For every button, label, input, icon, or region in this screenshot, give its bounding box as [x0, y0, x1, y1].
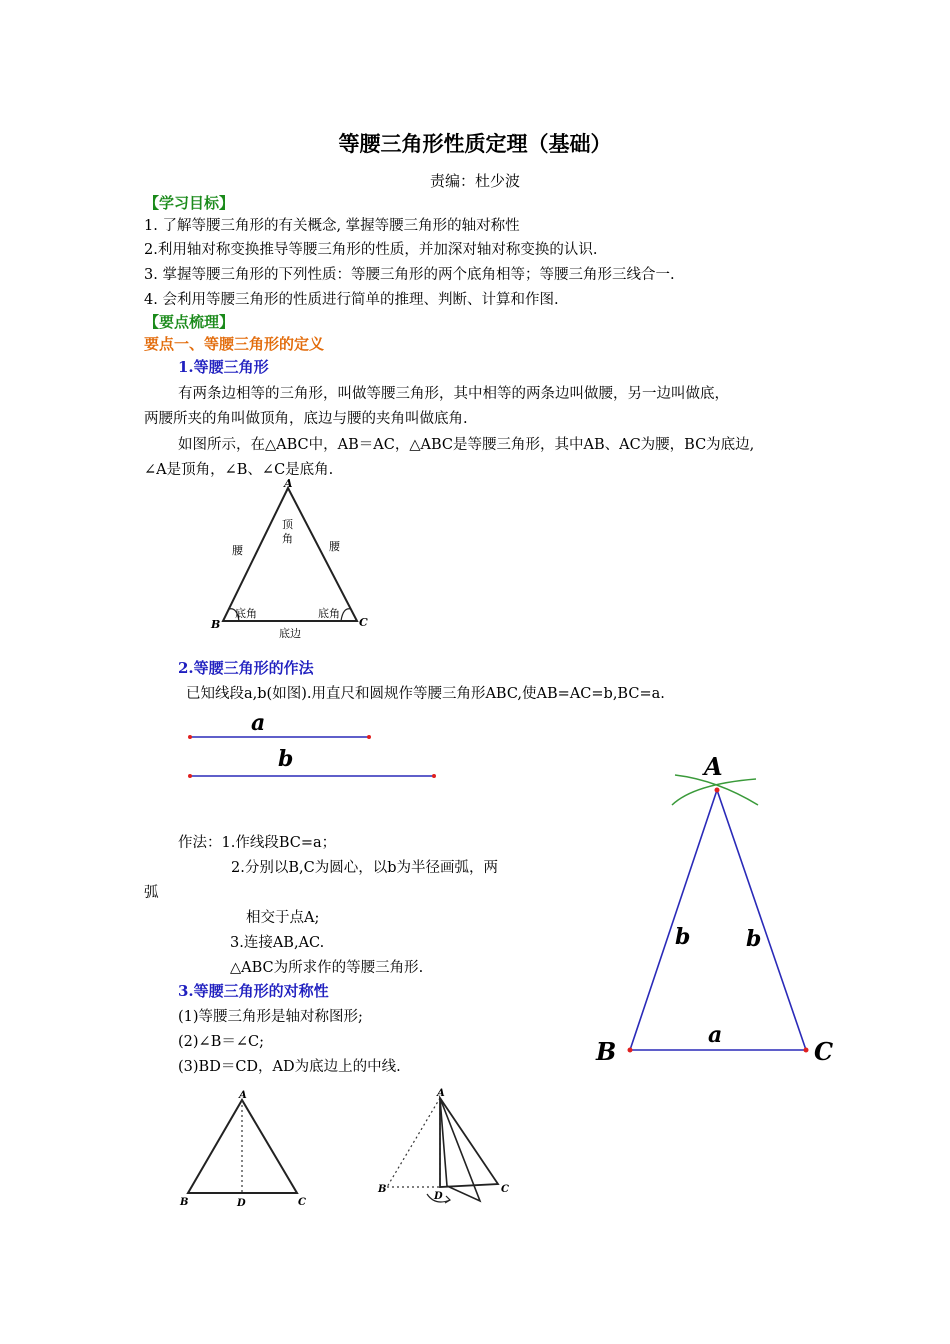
vertex-label-a: A	[437, 1088, 445, 1099]
figure-segments-ab	[180, 706, 450, 786]
vertex-label-a: A	[284, 477, 293, 490]
vertex-label-c: C	[298, 1197, 306, 1208]
example-line: 如图所示，在△ABC中，AB＝AC，△ABC是等腰三角形，其中AB、AC为腰，BC为底边,	[178, 437, 755, 453]
point-c	[804, 1048, 809, 1053]
point-label-d: D	[434, 1191, 443, 1202]
point-a	[715, 788, 720, 793]
goal-item: 4. 会利用等腰三角形的性质进行简单的推理、判断、计算和作图.	[144, 292, 559, 308]
figure-symmetry-fold	[375, 1082, 525, 1212]
construction-step: 2.分别以B,C为圆心，以b为半径画弧，两	[231, 860, 498, 876]
vertex-label-a: A	[239, 1090, 247, 1101]
construction-step: 3.连接AB,AC.	[230, 935, 325, 951]
side-ab	[630, 790, 717, 1050]
page-title: 等腰三角形性质定理（基础）	[338, 131, 612, 156]
figure-isosceles-labeled	[205, 476, 375, 642]
side-label-a: a	[708, 1022, 723, 1048]
vertex-label-c: C	[501, 1184, 509, 1195]
segment-label-a: a	[251, 710, 266, 736]
apex-label: 角	[282, 532, 293, 545]
fold-dashed-side	[387, 1098, 440, 1187]
vertex-label-c: C	[814, 1037, 834, 1066]
figure-symmetry-median	[175, 1086, 315, 1210]
segment-a-endpoint	[188, 735, 192, 739]
segment-label-b: b	[278, 746, 294, 772]
symmetry-item: (3)BD＝CD，AD为底边上的中线.	[178, 1059, 401, 1075]
point-label-d: D	[237, 1198, 246, 1209]
segment-b-endpoint	[188, 774, 192, 778]
base-angle-label: 底角	[235, 607, 257, 620]
vertex-label-a: A	[704, 752, 723, 781]
symmetry-item: (2)∠B＝∠C;	[178, 1034, 264, 1050]
side-label-b: b	[746, 926, 762, 952]
vertex-label-c: C	[359, 616, 368, 629]
section-title-3: 3.等腰三角形的对称性	[178, 982, 329, 1000]
goals-header: 【学习目标】	[144, 194, 235, 212]
segment-a-endpoint	[367, 735, 371, 739]
vertex-label-b: B	[180, 1197, 189, 1208]
leg-label: 腰	[232, 544, 243, 557]
summary-header: 【要点梳理】	[144, 313, 235, 331]
angle-arc-c	[341, 609, 351, 621]
vertex-label-b: B	[378, 1184, 387, 1195]
figure-construction	[590, 748, 850, 1068]
definition-line: 两腰所夹的角叫做顶角，底边与腰的夹角叫做底角.	[144, 411, 468, 427]
leg-label: 腰	[329, 540, 340, 553]
apex-label: 顶	[282, 518, 293, 531]
vertex-label-b: B	[211, 618, 221, 631]
vertex-label-b: B	[596, 1037, 617, 1066]
section-title-2: 2.等腰三角形的作法	[178, 659, 314, 677]
construction-step: △ABC为所求作的等腰三角形.	[230, 960, 424, 976]
goal-item: 3. 掌握等腰三角形的下列性质：等腰三角形的两个底角相等；等腰三角形三线合一.	[144, 267, 675, 283]
point1-header: 要点一、等腰三角形的定义	[144, 335, 325, 353]
segment-b-endpoint	[432, 774, 436, 778]
section-title-1: 1.等腰三角形	[178, 358, 269, 376]
base-angle-label: 底角	[318, 607, 340, 620]
goal-item: 2.利用轴对称变换推导等腰三角形的性质，并加深对轴对称变换的认识.	[144, 242, 598, 258]
point-b	[628, 1048, 633, 1053]
goal-item: 1. 了解等腰三角形的有关概念, 掌握等腰三角形的轴对称性	[144, 218, 520, 234]
base-label: 底边	[279, 627, 301, 640]
side-label-b: b	[675, 924, 691, 950]
editor-line: 责编：杜少波	[429, 172, 520, 190]
definition-line: 有两条边相等的三角形，叫做等腰三角形，其中相等的两条边叫做腰，另一边叫做底，	[178, 386, 729, 402]
side-ac	[717, 790, 806, 1050]
triangle-shape	[223, 488, 357, 621]
fold-arrow-head	[445, 1196, 450, 1203]
construction-step: 作法：1.作线段BC=a；	[178, 835, 337, 851]
construction-given: 已知线段a,b(如图).用直尺和圆规作等腰三角形ABC,使AB=AC=b,BC=a.	[186, 686, 665, 702]
construction-step: 相交于点A;	[246, 910, 320, 926]
construction-step: 弧	[144, 885, 159, 901]
example-line: ∠A是顶角，∠B、∠C是底角.	[144, 462, 334, 478]
symmetry-item: (1)等腰三角形是轴对称图形;	[178, 1009, 363, 1025]
